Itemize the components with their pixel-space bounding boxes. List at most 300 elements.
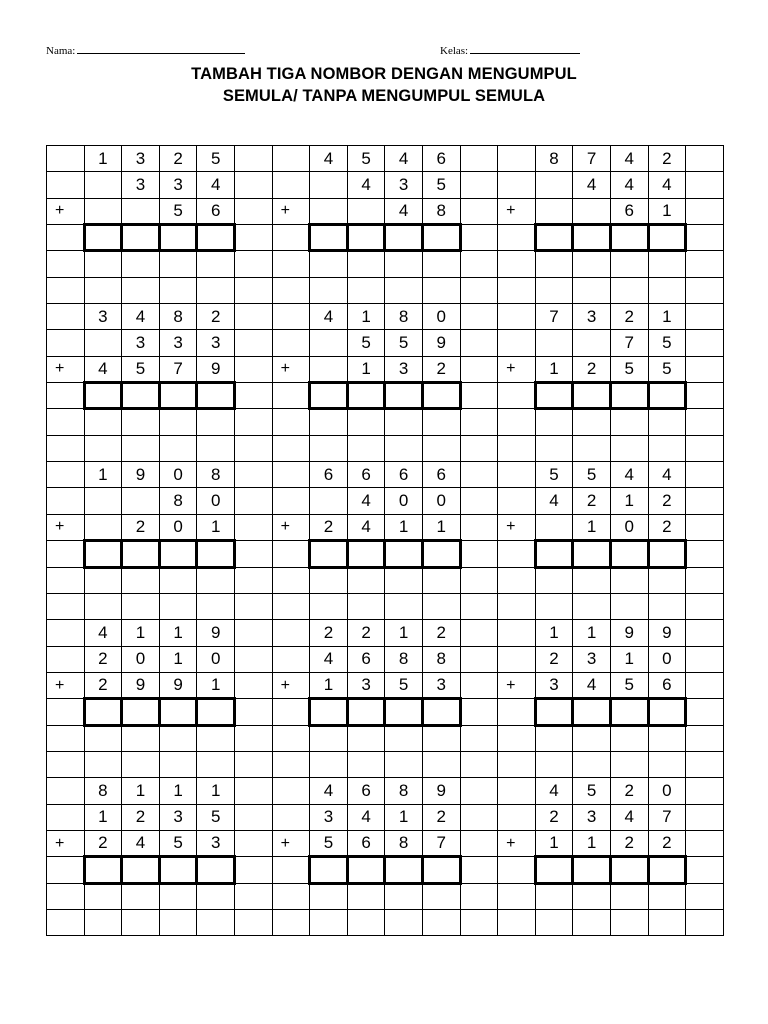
grid-cell (460, 435, 498, 461)
grid-cell (422, 435, 460, 461)
digit-cell (573, 330, 611, 356)
plus-operator: + (272, 198, 310, 224)
grid-cell (422, 909, 460, 935)
digit-cell: 2 (648, 146, 686, 172)
grid-cell (84, 883, 122, 909)
grid-cell (272, 883, 310, 909)
digit-cell: 5 (573, 462, 611, 488)
grid-cell (197, 751, 235, 777)
answer-box[interactable] (385, 541, 423, 567)
answer-box[interactable] (122, 699, 160, 725)
grid-cell (535, 909, 573, 935)
digit-cell: 4 (310, 146, 348, 172)
grid-cell (347, 751, 385, 777)
grid-cell (234, 567, 272, 593)
digit-cell: 3 (535, 672, 573, 698)
answer-box[interactable] (535, 699, 573, 725)
grid-cell (272, 146, 310, 172)
grid-cell (234, 620, 272, 646)
digit-cell: 7 (610, 330, 648, 356)
answer-box[interactable] (159, 699, 197, 725)
grid-cell (272, 751, 310, 777)
grid-cell (47, 725, 85, 751)
digit-cell: 5 (197, 146, 235, 172)
grid-cell (234, 646, 272, 672)
grid-cell (47, 778, 85, 804)
grid-cell (347, 883, 385, 909)
digit-cell: 0 (197, 646, 235, 672)
grid-cell (460, 172, 498, 198)
grid-cell (460, 225, 498, 251)
digit-cell (310, 198, 348, 224)
digit-cell: 2 (573, 356, 611, 382)
digit-cell: 5 (648, 356, 686, 382)
grid-cell (159, 593, 197, 619)
grid-row (47, 304, 724, 330)
grid-cell (122, 277, 160, 303)
grid-row (47, 172, 724, 198)
answer-box[interactable] (573, 699, 611, 725)
answer-box[interactable] (310, 857, 348, 883)
answer-box[interactable] (422, 699, 460, 725)
grid-cell (272, 251, 310, 277)
digit-cell: 5 (385, 330, 423, 356)
plus-operator: + (47, 198, 85, 224)
grid-cell (535, 409, 573, 435)
grid-cell (648, 251, 686, 277)
grid-cell (573, 751, 611, 777)
name-blank-line[interactable] (77, 44, 245, 54)
digit-cell: 2 (422, 804, 460, 830)
grid-cell (234, 330, 272, 356)
answer-box[interactable] (385, 383, 423, 409)
answer-box[interactable] (84, 383, 122, 409)
digit-cell: 0 (422, 304, 460, 330)
answer-box[interactable] (122, 225, 160, 251)
grid-cell (234, 225, 272, 251)
grid-cell (234, 857, 272, 883)
digit-cell: 1 (385, 804, 423, 830)
grid-cell (498, 251, 536, 277)
answer-box[interactable] (122, 857, 160, 883)
grid-cell (573, 277, 611, 303)
grid-cell (460, 883, 498, 909)
answer-box[interactable] (610, 699, 648, 725)
digit-cell: 5 (610, 672, 648, 698)
grid-row (47, 251, 724, 277)
grid-cell (310, 567, 348, 593)
digit-cell: 2 (610, 830, 648, 856)
grid-cell (234, 778, 272, 804)
digit-cell: 1 (84, 462, 122, 488)
answer-box[interactable] (159, 383, 197, 409)
digit-cell: 6 (648, 672, 686, 698)
grid-cell (460, 804, 498, 830)
grid-cell (47, 146, 85, 172)
grid-cell (460, 277, 498, 303)
answer-box[interactable] (385, 225, 423, 251)
digit-cell: 6 (347, 462, 385, 488)
grid-cell (460, 383, 498, 409)
grid-cell (686, 857, 724, 883)
digit-cell: 1 (610, 646, 648, 672)
digit-cell: 7 (648, 804, 686, 830)
digit-cell: 0 (159, 514, 197, 540)
digit-cell: 4 (197, 172, 235, 198)
grid-row (47, 146, 724, 172)
answer-box[interactable] (648, 225, 686, 251)
grid-cell (84, 435, 122, 461)
grid-cell (422, 277, 460, 303)
addition-worksheet-grid (46, 145, 724, 936)
grid-cell (197, 725, 235, 751)
digit-cell: 1 (573, 830, 611, 856)
grid-cell (686, 567, 724, 593)
plus-operator: + (498, 198, 536, 224)
grid-cell (272, 435, 310, 461)
digit-cell: 4 (385, 198, 423, 224)
digit-cell: 4 (310, 778, 348, 804)
plus-operator: + (47, 672, 85, 698)
grid-cell (686, 804, 724, 830)
digit-cell: 0 (648, 778, 686, 804)
digit-cell: 0 (610, 514, 648, 540)
digit-cell: 4 (310, 646, 348, 672)
grid-cell (460, 462, 498, 488)
answer-box[interactable] (84, 857, 122, 883)
answer-box[interactable] (610, 857, 648, 883)
grid-cell (272, 462, 310, 488)
grid-cell (686, 304, 724, 330)
grid-cell (498, 883, 536, 909)
grid-cell (84, 409, 122, 435)
answer-box[interactable] (122, 541, 160, 567)
answer-box[interactable] (573, 541, 611, 567)
answer-box[interactable] (535, 383, 573, 409)
grid-cell (686, 646, 724, 672)
grid-cell (47, 909, 85, 935)
answer-box[interactable] (347, 857, 385, 883)
worksheet-title-line-2: SEMULA/ TANPA MENGUMPUL SEMULA (222, 87, 546, 105)
grid-cell (84, 567, 122, 593)
grid-cell (385, 883, 423, 909)
answer-box[interactable] (159, 857, 197, 883)
grid-cell (159, 751, 197, 777)
grid-cell (122, 883, 160, 909)
digit-cell: 4 (610, 146, 648, 172)
class-label: Kelas: (440, 45, 469, 57)
grid-cell (535, 725, 573, 751)
grid-cell (47, 409, 85, 435)
grid-cell (498, 146, 536, 172)
grid-row (47, 514, 724, 540)
grid-cell (272, 725, 310, 751)
digit-cell (122, 198, 160, 224)
answer-box[interactable] (197, 541, 235, 567)
grid-cell (197, 909, 235, 935)
grid-cell (234, 751, 272, 777)
grid-cell (234, 198, 272, 224)
answer-box[interactable] (197, 699, 235, 725)
grid-cell (234, 699, 272, 725)
grid-cell (498, 909, 536, 935)
digit-cell: 3 (84, 304, 122, 330)
grid-cell (47, 462, 85, 488)
answer-box[interactable] (610, 541, 648, 567)
digit-cell: 5 (610, 356, 648, 382)
grid-cell (498, 567, 536, 593)
grid-cell (686, 277, 724, 303)
grid-cell (498, 172, 536, 198)
grid-cell (47, 383, 85, 409)
digit-cell: 7 (422, 830, 460, 856)
digit-cell (84, 488, 122, 514)
grid-cell (47, 330, 85, 356)
grid-cell (272, 488, 310, 514)
digit-cell: 3 (573, 646, 611, 672)
grid-cell (498, 462, 536, 488)
grid-cell (159, 435, 197, 461)
grid-cell (648, 567, 686, 593)
grid-cell (460, 909, 498, 935)
answer-box[interactable] (347, 225, 385, 251)
grid-cell (272, 330, 310, 356)
grid-cell (385, 751, 423, 777)
grid-row (47, 883, 724, 909)
grid-row (47, 567, 724, 593)
grid-row (47, 672, 724, 698)
answer-box[interactable] (648, 857, 686, 883)
digit-cell: 1 (347, 356, 385, 382)
digit-cell: 8 (422, 198, 460, 224)
answer-box[interactable] (347, 383, 385, 409)
grid-cell (234, 593, 272, 619)
plus-operator: + (47, 830, 85, 856)
grid-cell (84, 751, 122, 777)
answer-box[interactable] (347, 699, 385, 725)
answer-box[interactable] (310, 699, 348, 725)
grid-cell (234, 883, 272, 909)
answer-box[interactable] (84, 699, 122, 725)
digit-cell: 0 (648, 646, 686, 672)
grid-cell (422, 725, 460, 751)
grid-cell (498, 304, 536, 330)
grid-cell (610, 567, 648, 593)
digit-cell: 3 (385, 172, 423, 198)
grid-cell (648, 409, 686, 435)
grid-cell (47, 251, 85, 277)
digit-cell: 1 (422, 514, 460, 540)
answer-box[interactable] (310, 225, 348, 251)
grid-cell (47, 567, 85, 593)
plus-operator: + (498, 514, 536, 540)
grid-cell (84, 277, 122, 303)
digit-cell (535, 514, 573, 540)
answer-box[interactable] (84, 541, 122, 567)
digit-cell: 1 (197, 778, 235, 804)
grid-cell (159, 567, 197, 593)
grid-cell (310, 751, 348, 777)
grid-cell (535, 883, 573, 909)
grid-cell (535, 593, 573, 619)
digit-cell: 1 (159, 646, 197, 672)
grid-cell (272, 593, 310, 619)
grid-cell (347, 909, 385, 935)
digit-cell (84, 330, 122, 356)
answer-box[interactable] (610, 225, 648, 251)
grid-cell (234, 725, 272, 751)
digit-cell: 2 (610, 304, 648, 330)
digit-cell: 4 (648, 172, 686, 198)
grid-cell (197, 277, 235, 303)
digit-cell: 3 (122, 146, 160, 172)
answer-box[interactable] (573, 225, 611, 251)
grid-cell (47, 699, 85, 725)
answer-box[interactable] (310, 541, 348, 567)
grid-cell (460, 330, 498, 356)
answer-box[interactable] (648, 383, 686, 409)
grid-cell (347, 409, 385, 435)
grid-row (47, 593, 724, 619)
digit-cell: 2 (347, 620, 385, 646)
grid-cell (498, 593, 536, 619)
grid-cell (460, 699, 498, 725)
digit-cell: 5 (422, 172, 460, 198)
grid-cell (47, 751, 85, 777)
grid-cell (234, 304, 272, 330)
grid-cell (460, 857, 498, 883)
grid-cell (498, 778, 536, 804)
digit-cell: 3 (122, 172, 160, 198)
answer-box[interactable] (535, 857, 573, 883)
grid-cell (422, 883, 460, 909)
answer-box[interactable] (84, 225, 122, 251)
digit-cell: 5 (159, 830, 197, 856)
digit-cell: 9 (197, 356, 235, 382)
grid-cell (573, 593, 611, 619)
grid-cell (122, 567, 160, 593)
answer-box[interactable] (197, 383, 235, 409)
grid-cell (159, 909, 197, 935)
grid-cell (573, 567, 611, 593)
grid-cell (573, 909, 611, 935)
grid-cell (197, 251, 235, 277)
grid-cell (234, 251, 272, 277)
digit-cell: 1 (122, 620, 160, 646)
grid-cell (686, 409, 724, 435)
digit-cell: 6 (347, 830, 385, 856)
grid-cell (648, 277, 686, 303)
grid-cell (234, 514, 272, 540)
grid-cell (47, 620, 85, 646)
grid-cell (272, 909, 310, 935)
answer-box[interactable] (422, 541, 460, 567)
digit-cell: 4 (122, 304, 160, 330)
class-field (440, 44, 580, 57)
grid-cell (197, 409, 235, 435)
grid-cell (573, 251, 611, 277)
digit-cell (310, 356, 348, 382)
answer-box[interactable] (310, 383, 348, 409)
digit-cell: 3 (310, 804, 348, 830)
plus-operator: + (272, 514, 310, 540)
answer-box[interactable] (573, 857, 611, 883)
grid-cell (498, 751, 536, 777)
answer-box[interactable] (535, 225, 573, 251)
grid-row (47, 751, 724, 777)
grid-cell (159, 251, 197, 277)
answer-box[interactable] (422, 383, 460, 409)
grid-cell (347, 567, 385, 593)
grid-cell (272, 225, 310, 251)
grid-cell (234, 909, 272, 935)
digit-cell: 3 (385, 356, 423, 382)
answer-box[interactable] (197, 857, 235, 883)
digit-cell: 3 (122, 330, 160, 356)
answer-box[interactable] (535, 541, 573, 567)
answer-box[interactable] (610, 383, 648, 409)
digit-cell: 9 (648, 620, 686, 646)
answer-box[interactable] (159, 541, 197, 567)
grid-cell (535, 435, 573, 461)
answer-box[interactable] (122, 383, 160, 409)
answer-box[interactable] (573, 383, 611, 409)
answer-box[interactable] (648, 541, 686, 567)
digit-cell: 5 (648, 330, 686, 356)
answer-box[interactable] (422, 857, 460, 883)
grid-cell (535, 567, 573, 593)
grid-cell (347, 725, 385, 751)
digit-cell: 6 (347, 646, 385, 672)
grid-cell (686, 672, 724, 698)
answer-box[interactable] (197, 225, 235, 251)
digit-cell (84, 172, 122, 198)
digit-cell: 5 (385, 672, 423, 698)
grid-cell (47, 277, 85, 303)
grid-cell (347, 277, 385, 303)
digit-cell: 0 (385, 488, 423, 514)
digit-cell: 9 (197, 620, 235, 646)
answer-box[interactable] (648, 699, 686, 725)
grid-cell (234, 541, 272, 567)
grid-cell (122, 409, 160, 435)
digit-cell: 2 (84, 830, 122, 856)
answer-box[interactable] (159, 225, 197, 251)
grid-row (47, 909, 724, 935)
digit-cell: 2 (84, 646, 122, 672)
digit-cell (535, 198, 573, 224)
grid-cell (47, 857, 85, 883)
digit-cell: 4 (310, 304, 348, 330)
digit-cell: 3 (159, 804, 197, 830)
answer-box[interactable] (422, 225, 460, 251)
grid-cell (460, 620, 498, 646)
digit-cell: 3 (159, 330, 197, 356)
grid-cell (610, 435, 648, 461)
plus-operator: + (498, 672, 536, 698)
grid-cell (272, 409, 310, 435)
answer-box[interactable] (385, 857, 423, 883)
digit-cell: 3 (197, 330, 235, 356)
digit-cell: 6 (610, 198, 648, 224)
plus-operator: + (47, 514, 85, 540)
grid-row (47, 646, 724, 672)
answer-box[interactable] (385, 699, 423, 725)
answer-box[interactable] (347, 541, 385, 567)
grid-cell (610, 883, 648, 909)
digit-cell: 2 (310, 514, 348, 540)
class-blank-line[interactable] (470, 44, 580, 54)
